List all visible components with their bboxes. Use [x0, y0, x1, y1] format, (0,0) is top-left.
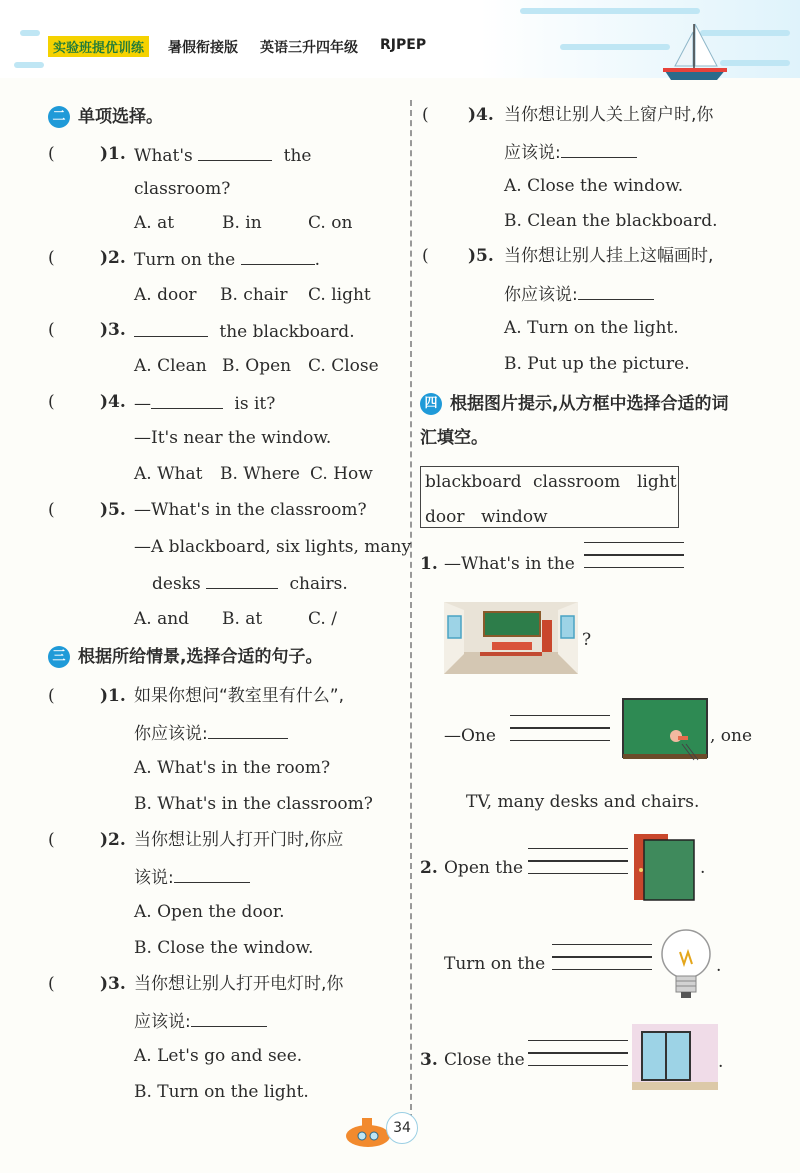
- option: A. What's in the room?: [134, 758, 331, 778]
- option: B. chair: [220, 285, 288, 305]
- writing-lines[interactable]: [584, 542, 684, 579]
- question-number: 2.: [420, 858, 438, 878]
- option: A. at: [134, 213, 175, 233]
- question-number: )2.: [100, 248, 126, 268]
- deco-bar: [14, 62, 44, 68]
- option: C. light: [308, 285, 371, 305]
- writing-lines[interactable]: [528, 848, 628, 885]
- section3-badge: 三: [48, 646, 70, 668]
- door-picture: [632, 832, 696, 902]
- option: C. How: [310, 464, 373, 484]
- answer-blank[interactable]: [151, 392, 223, 409]
- question-text: 当你想让别人关上窗户时,你: [504, 105, 714, 125]
- question-text: , one: [710, 726, 753, 746]
- word-bank-box: [420, 466, 679, 528]
- option: B. Clean the blackboard.: [504, 211, 718, 231]
- answer-paren: (: [48, 974, 55, 994]
- page-header: [0, 0, 800, 78]
- answer-blank[interactable]: [134, 320, 208, 337]
- question-number: )1.: [100, 686, 126, 706]
- question-text: 你应该说:: [134, 722, 288, 744]
- writing-lines[interactable]: [510, 715, 610, 752]
- question-number: )3.: [100, 974, 126, 994]
- question-text: —One: [444, 726, 496, 746]
- question-text: 当你想让别人打开电灯时,你: [134, 974, 344, 994]
- question-number: )4.: [468, 105, 494, 125]
- page-number-badge: [386, 1112, 418, 1144]
- question-text: 该说:: [134, 866, 250, 888]
- question-text: Turn on the: [444, 954, 546, 974]
- answer-paren: (: [48, 500, 55, 520]
- question-text: — is it?: [134, 394, 276, 414]
- question-text: —It's near the window.: [134, 428, 332, 448]
- section2-badge: 二: [48, 106, 70, 128]
- section2-title: 单项选择。: [78, 107, 163, 127]
- question-text: Close the: [444, 1050, 525, 1070]
- answer-blank[interactable]: [206, 572, 278, 589]
- question-text: the blackboard.: [134, 320, 355, 342]
- answer-blank[interactable]: [208, 722, 288, 739]
- answer-blank[interactable]: [191, 1010, 267, 1027]
- option: B. Turn on the light.: [134, 1082, 309, 1102]
- question-text: —What's in the: [444, 554, 575, 574]
- classroom-picture: [444, 602, 578, 674]
- section3-title: 根据所给情景,选择合适的句子。: [78, 647, 323, 667]
- answer-blank[interactable]: [241, 248, 315, 265]
- question-text: desks chairs.: [152, 574, 348, 594]
- option: B. Close the window.: [134, 938, 314, 958]
- question-text: 如果你想问“教室里有什么”,: [134, 686, 345, 706]
- column-divider: [410, 100, 412, 1120]
- option: A. Turn on the light.: [504, 318, 679, 338]
- question-mark: ?: [582, 630, 592, 650]
- question-text: What's the: [134, 146, 312, 166]
- option: B. Put up the picture.: [504, 354, 690, 374]
- answer-blank[interactable]: [198, 144, 272, 161]
- option: A. Open the door.: [134, 902, 285, 922]
- subject-label: 英语三升四年级: [260, 40, 358, 56]
- question-number: 1.: [420, 554, 438, 574]
- question-text: —What's in the classroom?: [134, 500, 367, 520]
- option: B. Open: [222, 356, 292, 376]
- option: B. in: [222, 213, 262, 233]
- answer-paren: (: [48, 830, 55, 850]
- edition-label: 暑假衔接版: [168, 40, 238, 56]
- deco-bar: [520, 8, 700, 14]
- option: B. What's in the classroom?: [134, 794, 373, 814]
- question-text: .: [716, 956, 722, 976]
- section4-title: 汇填空。: [420, 428, 488, 448]
- question-text: Turn on the .: [134, 250, 321, 270]
- question-text: 你应该说:: [504, 283, 654, 305]
- option: C. Close: [308, 356, 379, 376]
- option: B. Where: [220, 464, 300, 484]
- question-text: TV, many desks and chairs.: [466, 792, 700, 812]
- question-number: 3.: [420, 1050, 438, 1070]
- light-bulb-picture: [656, 928, 716, 1002]
- question-text: —A blackboard, six lights, many: [134, 537, 412, 557]
- deco-bar: [20, 30, 40, 36]
- option: B. at: [222, 609, 263, 629]
- question-number: )4.: [100, 392, 126, 412]
- answer-paren: (: [48, 320, 55, 340]
- answer-paren: (: [48, 392, 55, 412]
- code-label: RJPEP: [380, 37, 427, 53]
- word-bank-item: blackboard: [425, 472, 522, 492]
- word-bank-item: light: [637, 472, 677, 492]
- answer-blank[interactable]: [174, 866, 250, 883]
- section4-title: 根据图片提示,从方框中选择合适的词: [450, 394, 729, 414]
- answer-paren: (: [422, 105, 429, 125]
- question-text: Open the: [444, 858, 524, 878]
- option: A. Let's go and see.: [134, 1046, 303, 1066]
- question-number: )1.: [100, 144, 126, 164]
- question-text: .: [718, 1052, 724, 1072]
- question-text: classroom?: [134, 179, 231, 199]
- question-number: )5.: [468, 246, 494, 266]
- word-bank-item: window: [481, 507, 548, 527]
- word-bank-item: door: [425, 507, 465, 527]
- option: A. and: [134, 609, 190, 629]
- answer-blank[interactable]: [561, 141, 637, 158]
- option: A. door: [134, 285, 197, 305]
- answer-paren: (: [422, 246, 429, 266]
- writing-lines[interactable]: [528, 1040, 628, 1077]
- question-number: )2.: [100, 830, 126, 850]
- question-text: 应该说:: [504, 141, 637, 163]
- question-text: .: [700, 858, 706, 878]
- answer-paren: (: [48, 248, 55, 268]
- answer-blank[interactable]: [578, 283, 654, 300]
- option: C. /: [308, 609, 337, 629]
- blackboard-picture: [622, 698, 708, 762]
- option: A. Close the window.: [504, 176, 684, 196]
- question-number: )5.: [100, 500, 126, 520]
- option: C. on: [308, 213, 353, 233]
- option: A. What: [134, 464, 203, 484]
- word-bank-item: classroom: [533, 472, 621, 492]
- series-badge: 实验班提优训练: [48, 36, 149, 57]
- question-text: 当你想让别人打开门时,你应: [134, 830, 344, 850]
- question-number: )3.: [100, 320, 126, 340]
- writing-lines[interactable]: [552, 944, 652, 981]
- question-text: 应该说:: [134, 1010, 267, 1032]
- question-text: 当你想让别人挂上这幅画时,: [504, 246, 714, 266]
- page-number: 34: [393, 1120, 411, 1136]
- option: A. Clean: [134, 356, 207, 376]
- sailboat-icon: [655, 22, 735, 84]
- section4-badge: 四: [420, 393, 442, 415]
- answer-paren: (: [48, 144, 55, 164]
- window-picture: [632, 1024, 718, 1090]
- answer-paren: (: [48, 686, 55, 706]
- deco-bar: [560, 44, 670, 50]
